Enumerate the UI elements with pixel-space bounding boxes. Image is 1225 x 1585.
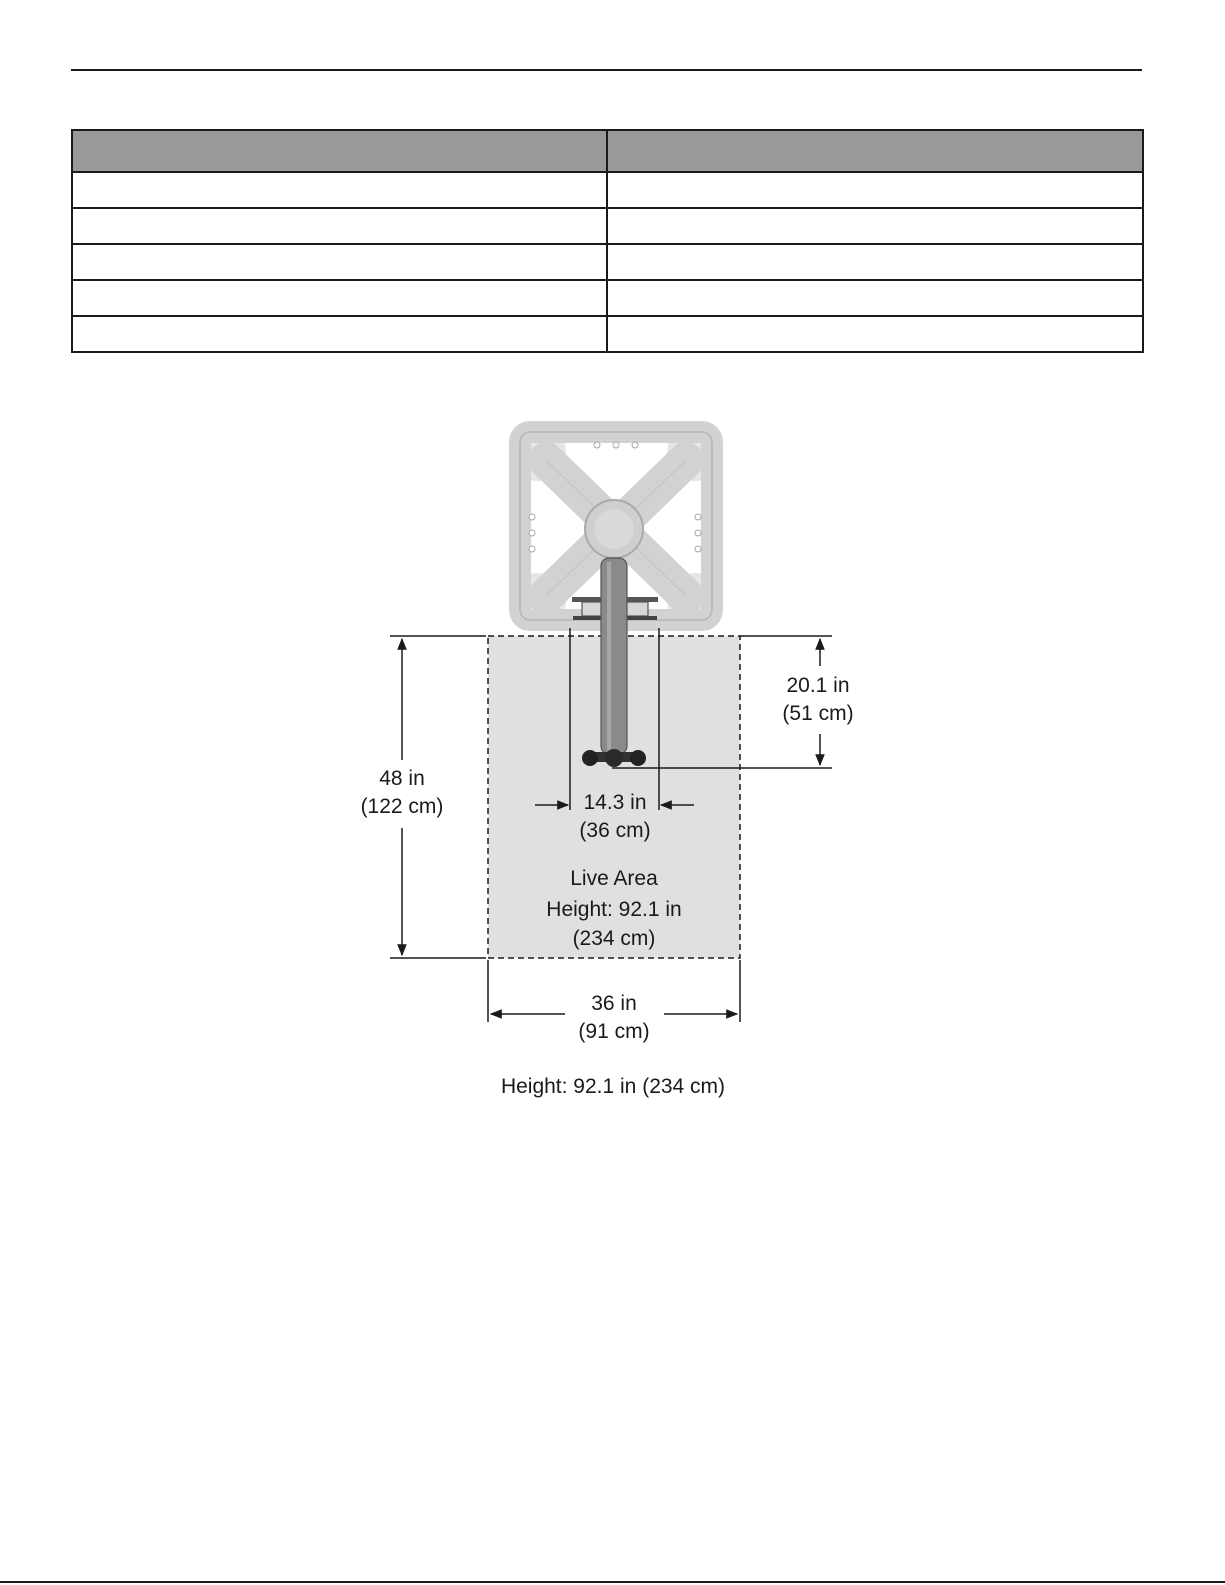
bottom-rule bbox=[0, 1581, 1225, 1583]
diagram-caption: Height: 92.1 in (234 cm) bbox=[500, 1075, 726, 1098]
width-label: 36 in bbox=[591, 992, 637, 1015]
base-width-label-metric: (36 cm) bbox=[579, 819, 651, 842]
depth-label: 48 in bbox=[379, 767, 425, 790]
width-label-metric: (91 cm) bbox=[578, 1020, 650, 1043]
offset-label: 20.1 in bbox=[786, 674, 850, 697]
live-area-height-metric: (234 cm) bbox=[572, 927, 656, 950]
depth-label-metric: (122 cm) bbox=[360, 795, 444, 818]
live-area-title: Live Area bbox=[570, 867, 658, 890]
fixture-base bbox=[582, 749, 646, 767]
offset-label-metric: (51 cm) bbox=[782, 702, 854, 725]
support-pole bbox=[601, 558, 627, 754]
base-width-label: 14.3 in bbox=[583, 791, 647, 814]
live-area-height: Height: 92.1 in bbox=[546, 898, 682, 921]
